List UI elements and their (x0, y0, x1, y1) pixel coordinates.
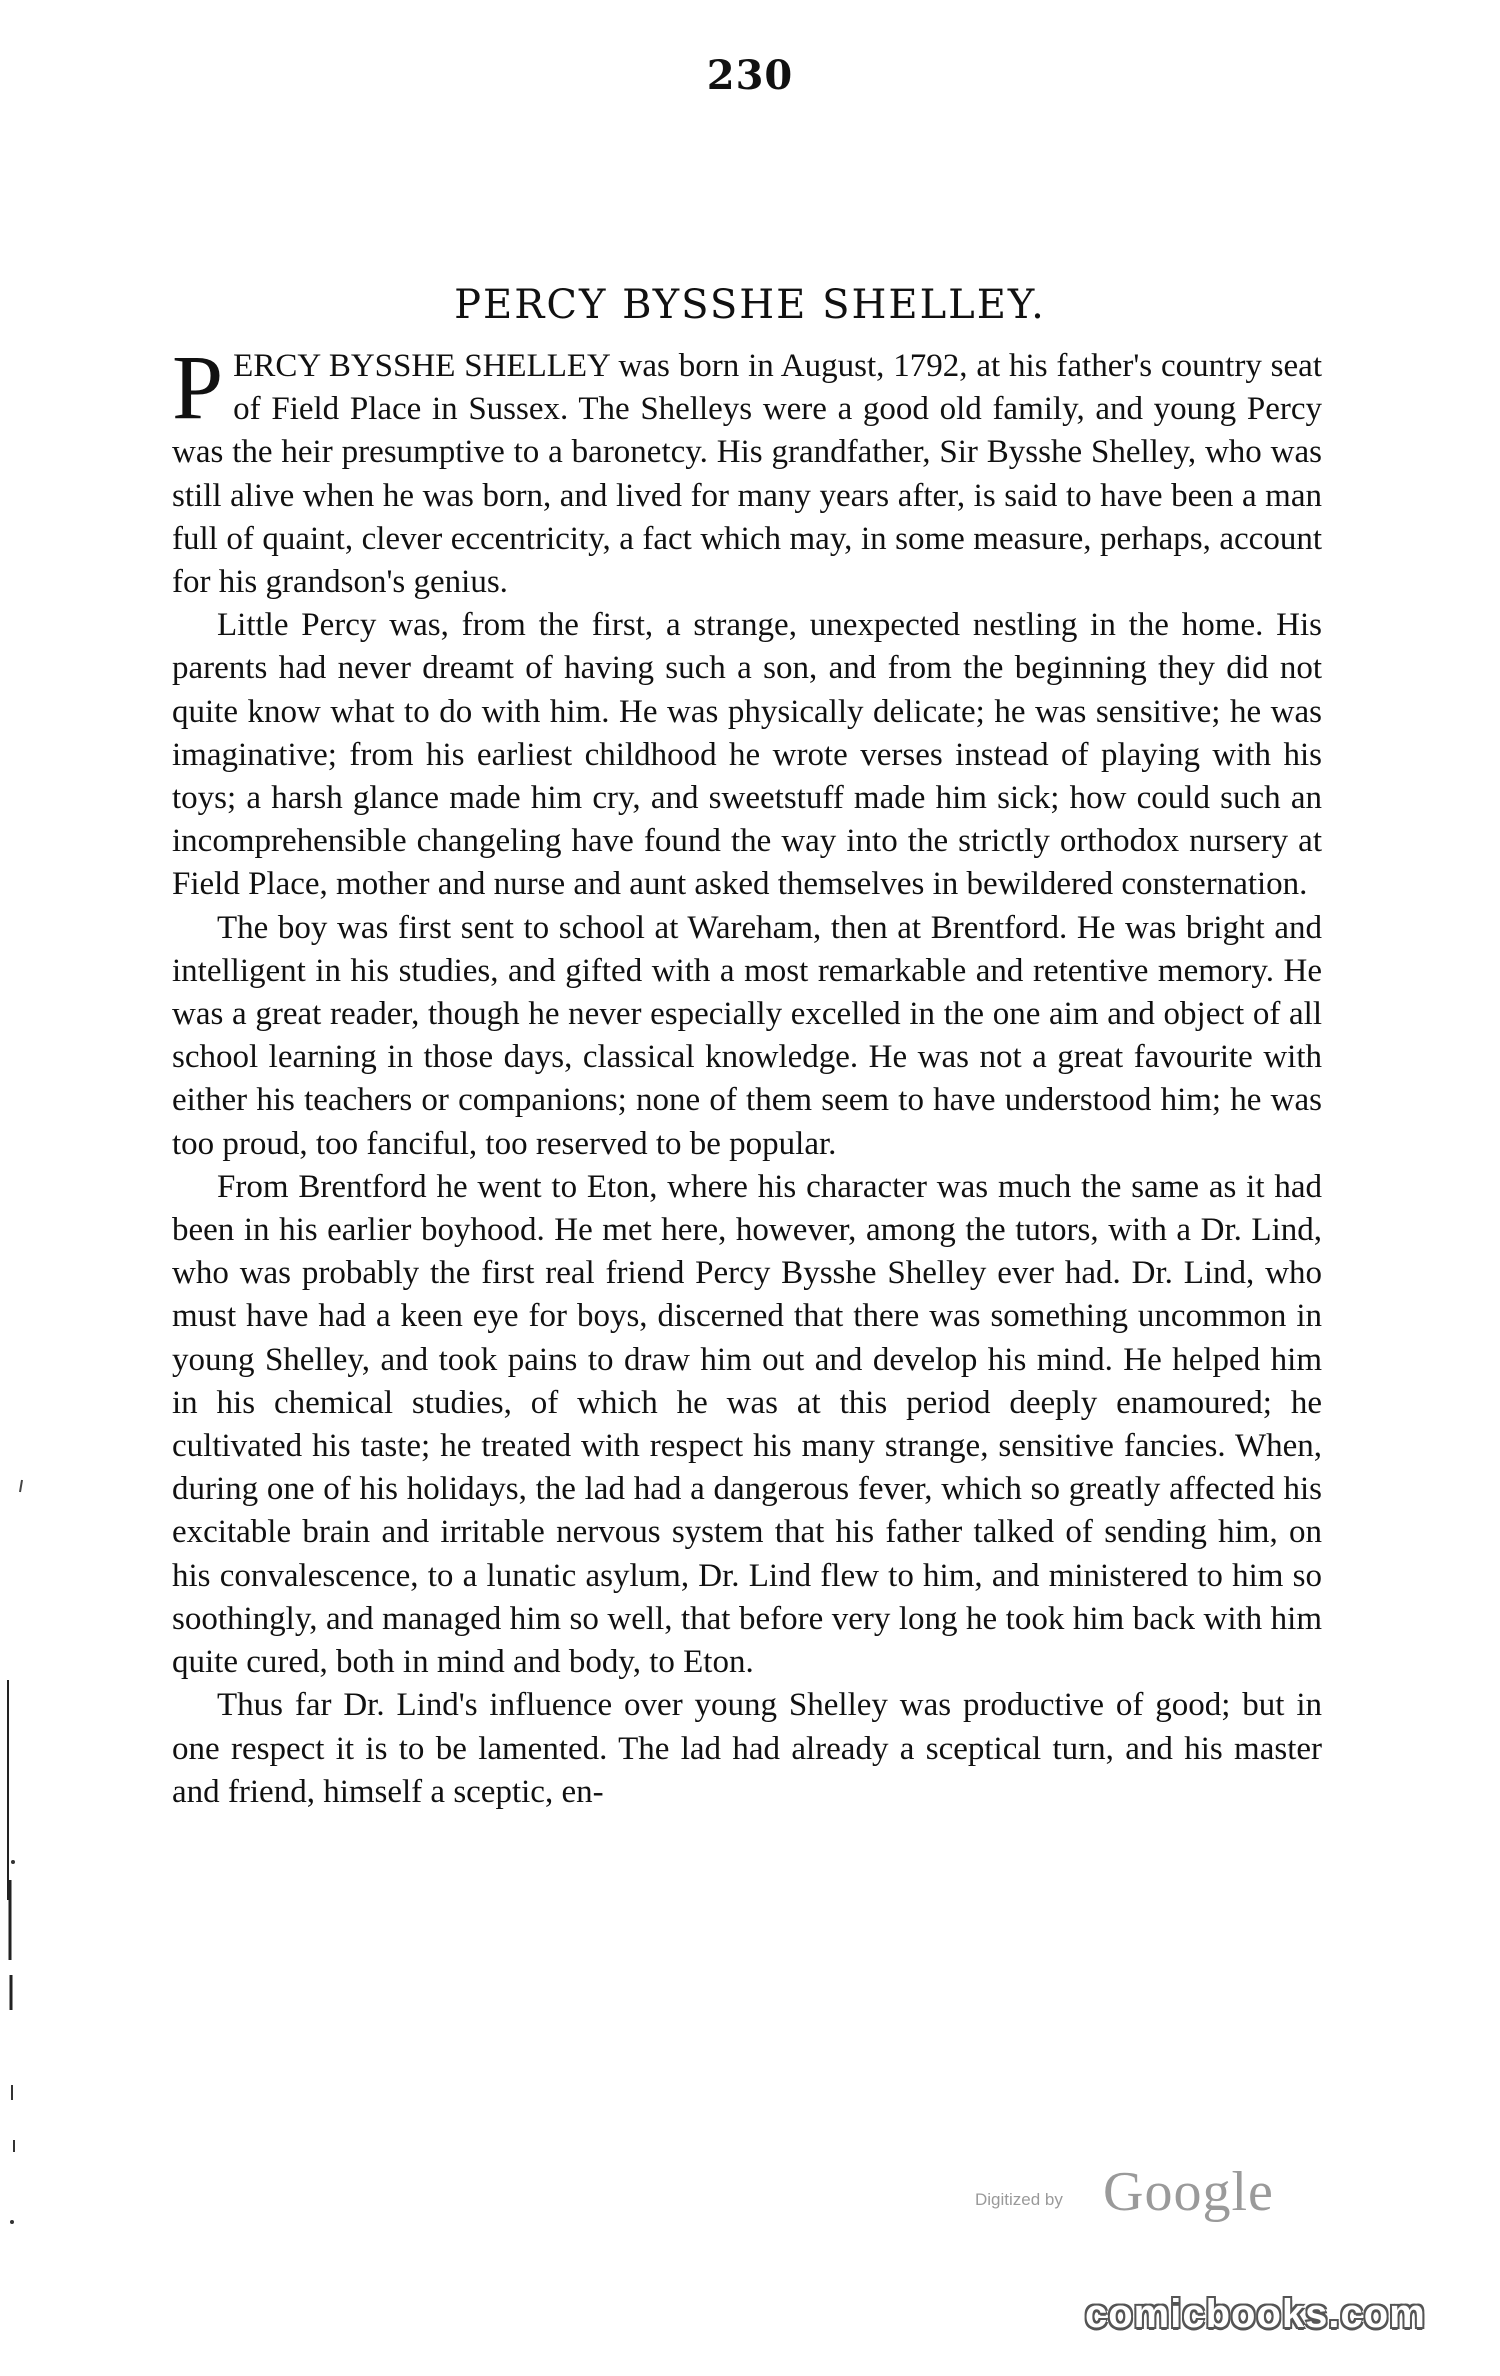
body-text (172, 336, 1322, 1814)
paragraph-5: Thus far Dr. Lind's influence over young Shelley was productive of good; but in one respect it is to be lamented. The lad had already a sceptical turn, and his master and friend, himself a sceptic, en- (172, 1687, 1322, 1810)
chapter-title: PERCY BYSSHE SHELLEY. (454, 282, 1046, 328)
paragraph-4: From Brentford he went to Eton, where his character was much the same as it had been in his earlier boyhood. He met here, however, among the tutors, with a Dr. Lind, who was probably the first real friend Percy Bysshe Shelley ever had. Dr. Lind, who must have had a keen eye for boys, discerned that there was something uncommon in young Shelley, and took pains to draw him out and develop his mind. He helped him in his chemical studies, of which he was at this period deeply enamoured; he cultivated his taste; he treated with respect his many strange, sensitive fancies. When, during one of his holidays, the lad had a dangerous fever, which so greatly affected his excitable brain and irritable nervous system that his father talked of sending him, on his convalescence, to a lunatic asylum, Dr. Lind flew to him, and ministered to him so soothingly, and managed him so well, that before very long he took him back with him quite cured, both in mind and body, to Eton. (172, 1168, 1322, 1681)
watermark-prefix: Digitized by (975, 2190, 1063, 2209)
site-watermark: comicbooks.com (1085, 2292, 1426, 2336)
paragraph-1 (172, 336, 1322, 604)
page-number: 230 (706, 52, 794, 99)
paragraph-2: Little Percy was, from the first, a strange, unexpected nestling in the home. His parents had never dreamt of having such a son, and from the beginning they did not quite know what to do with him. He was physically delicate; he was sensitive; he was imaginative; from his earliest childhood he wrote verses instead of playing with his toys; a harsh glance made him cry, and sweetstuff made him sick; how could such an incomprehensible changeling have found the way into the strictly orthodox nursery at Field Place, mother and nurse and aunt asked themselves in bewildered consternation. (172, 607, 1322, 903)
scan-margin-marks (0, 0, 60, 2376)
paragraph-3: The boy was first sent to school at Wareham, then at Brentford. He was bright and intelligent in his studies, and gifted with a most remarkable and retentive memory. He was a great reader, though he never especially excelled in the one aim and object of all school learning in those days, classical knowledge. He was not a great favourite with either his teachers or companions; none of them seem to have understood him; he was too proud, too fanciful, too reserved to be popular. (172, 909, 1322, 1162)
paragraph-1-text: ERCY BYSSHE SHELLEY was born in August, 1792, at his father's country seat of Field Place in Sussex. The Shelleys were a good old family, and young Percy was the heir presumptive to a baronetcy. His grandfather, Sir Bysshe Shelley, who was still alive when he was born, and lived for many years after, is said to have been a man full of quaint, clever eccentricity, a fact which may, in some measure, perhaps, account for his grandson's genius. (172, 348, 1322, 601)
google-logo: Google (1103, 2161, 1274, 2223)
drop-cap: P (172, 336, 224, 438)
digitized-watermark (975, 2161, 1295, 2228)
